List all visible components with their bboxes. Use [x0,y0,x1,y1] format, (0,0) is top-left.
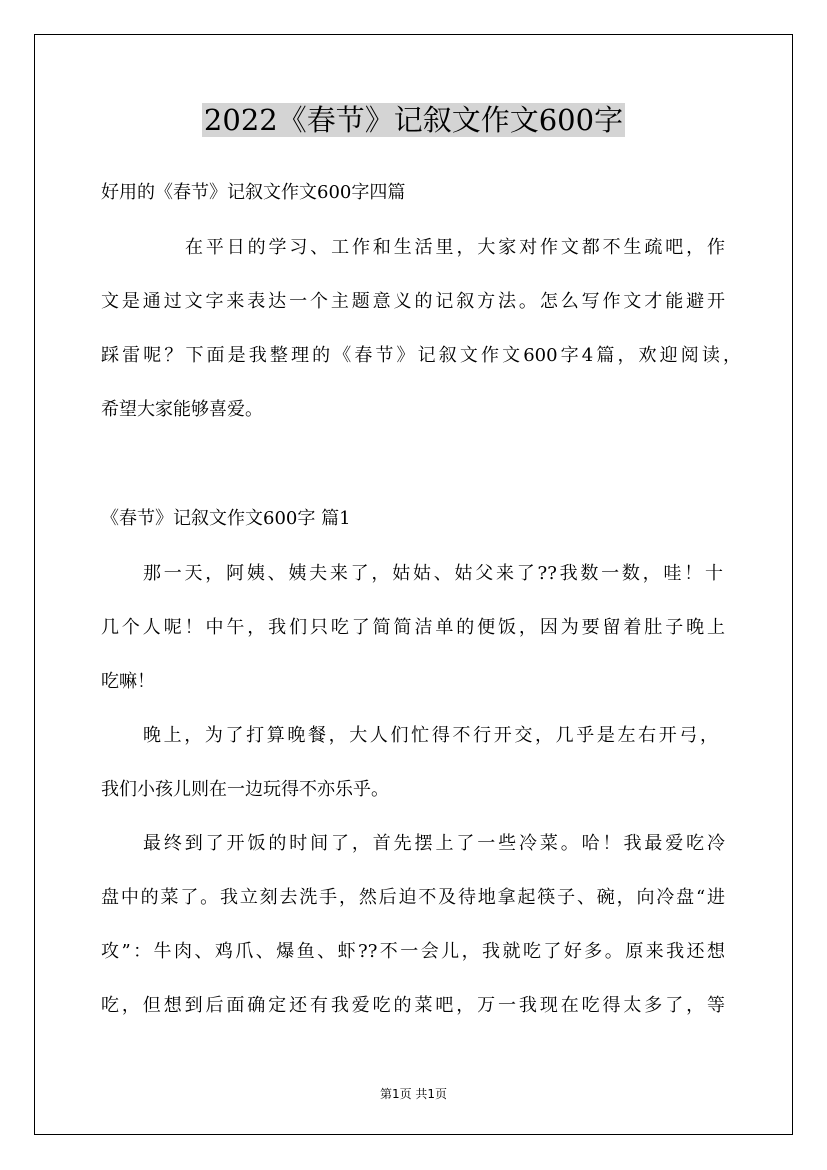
document-title: 2022《春节》记叙文作文600字 [203,103,624,137]
intro-line-3: 踩雷呢？下面是我整理的《春节》记叙文作文600字4篇，欢迎阅读， [101,345,741,366]
body-line-8: 攻”：牛肉、鸡爪、爆鱼、虾??不一会儿，我就吃了好多。原来我还想 [101,941,725,962]
document-title-container [0,100,827,140]
page-footer: 第1页 共1页 [379,1087,448,1101]
body-line-9: 吃，但想到后面确定还有我爱吃的菜吧，万一我现在吃得太多了，等 [101,995,725,1016]
intro-line-2: 文是通过文字来表达一个主题意义的记叙方法。怎么写作文才能避开 [101,291,725,312]
document-subtitle: 好用的《春节》记叙文作文600字四篇 [101,182,406,203]
section-heading: 《春节》记叙文作文600字 篇1 [101,508,351,529]
body-line-7: 盘中的菜了。我立刻去洗手，然后迫不及待地拿起筷子、碗，向冷盘“进 [101,887,725,908]
body-line-4: 晚上，为了打算晚餐，大人们忙得不行开交，几乎是左右开弓， [143,725,718,746]
intro-line-4: 希望大家能够喜爱。 [101,399,263,420]
intro-line-1: 在平日的学习、工作和生活里，大家对作文都不生疏吧，作 [185,237,725,258]
body-line-5: 我们小孩儿则在一边玩得不亦乐乎。 [101,779,389,800]
body-line-2: 几个人呢！中午，我们只吃了简简洁单的便饭，因为要留着肚子晚上 [101,617,725,638]
body-line-1: 那一天，阿姨、姨夫来了，姑姑、姑父来了??我数一数，哇！十 [143,563,723,584]
body-line-6: 最终到了开饭的时间了，首先摆上了一些冷菜。哈！我最爱吃冷 [143,833,725,854]
body-line-3: 吃嘛！ [101,671,155,692]
